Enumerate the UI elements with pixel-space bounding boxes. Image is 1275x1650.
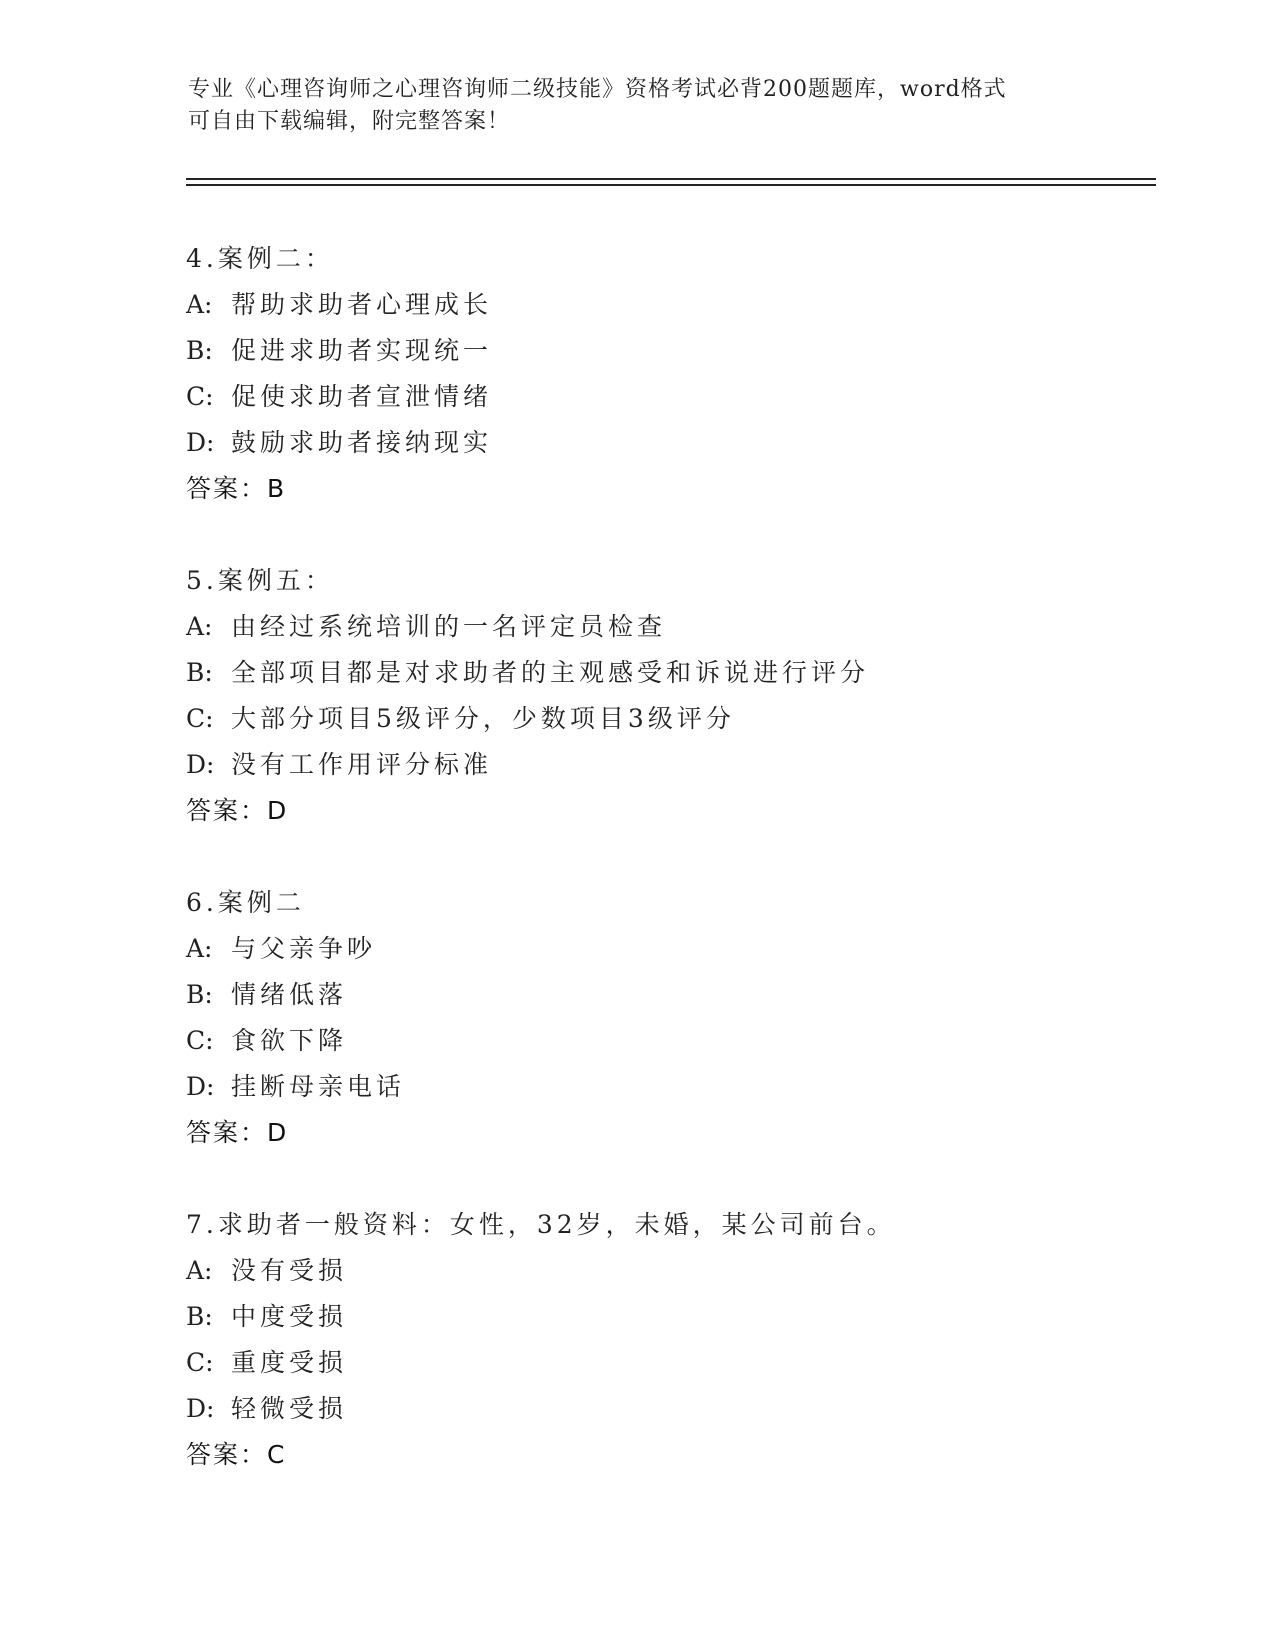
question-list xyxy=(186,236,1166,1524)
header-divider-top xyxy=(186,178,1156,180)
option-text: 全部项目都是对求助者的主观感受和诉说进行评分 xyxy=(231,658,870,687)
option-a xyxy=(186,604,1166,650)
question-title: 5.案例五： xyxy=(186,566,334,595)
option-letter: B: xyxy=(186,1302,213,1331)
option-letter: D: xyxy=(186,428,215,457)
option-d xyxy=(186,1386,1166,1432)
option-text: 大部分项目5级评分，少数项目3级评分 xyxy=(231,704,735,733)
option-text: 促使求助者宣泄情绪 xyxy=(231,382,493,411)
option-a xyxy=(186,282,1166,328)
header-divider-bottom xyxy=(186,184,1156,186)
question-item xyxy=(186,236,1166,512)
option-text: 中度受损 xyxy=(231,1302,348,1331)
option-letter: A: xyxy=(186,934,213,963)
option-letter: A: xyxy=(186,612,213,641)
option-text: 食欲下降 xyxy=(231,1026,348,1055)
option-letter: B: xyxy=(186,336,213,365)
option-text: 促进求助者实现统一 xyxy=(231,336,493,365)
option-text: 鼓励求助者接纳现实 xyxy=(231,428,493,457)
option-text: 没有工作用评分标准 xyxy=(231,750,493,779)
option-letter: C: xyxy=(186,1348,214,1377)
answer-line: 答案：C xyxy=(186,1440,287,1469)
option-c xyxy=(186,696,1166,742)
option-c xyxy=(186,374,1166,420)
option-text: 情绪低落 xyxy=(231,980,348,1009)
option-a xyxy=(186,1248,1166,1294)
option-text: 重度受损 xyxy=(231,1348,348,1377)
question-title: 7.求助者一般资料：女性，32岁，未婚，某公司前台。 xyxy=(186,1210,896,1239)
option-b xyxy=(186,972,1166,1018)
option-d xyxy=(186,420,1166,466)
question-title: 4.案例二： xyxy=(186,244,334,273)
option-text: 由经过系统培训的一名评定员检查 xyxy=(231,612,667,641)
option-text: 轻微受损 xyxy=(231,1394,348,1423)
document-header xyxy=(188,74,1088,138)
question-item xyxy=(186,880,1166,1156)
option-c xyxy=(186,1018,1166,1064)
option-text: 挂断母亲电话 xyxy=(231,1072,406,1101)
option-d xyxy=(186,742,1166,788)
option-b xyxy=(186,650,1166,696)
option-letter: D: xyxy=(186,750,215,779)
question-item xyxy=(186,1202,1166,1478)
option-a xyxy=(186,926,1166,972)
option-letter: C: xyxy=(186,382,214,411)
question-title: 6.案例二 xyxy=(186,888,305,917)
answer-line: 答案：B xyxy=(186,474,287,503)
option-letter: D: xyxy=(186,1072,215,1101)
option-letter: A: xyxy=(186,1256,213,1285)
answer-line: 答案：D xyxy=(186,796,289,825)
option-letter: B: xyxy=(186,980,213,1009)
option-text: 没有受损 xyxy=(231,1256,348,1285)
option-text: 与父亲争吵 xyxy=(231,934,377,963)
answer-line: 答案：D xyxy=(186,1118,289,1147)
option-letter: D: xyxy=(186,1394,215,1423)
option-c xyxy=(186,1340,1166,1386)
header-title-line-1: 专业《心理咨询师之心理咨询师二级技能》资格考试必背200题题库，word格式 xyxy=(188,77,1007,102)
question-item xyxy=(186,558,1166,834)
option-b xyxy=(186,1294,1166,1340)
header-title-line-2: 可自由下载编辑，附完整答案！ xyxy=(188,109,511,134)
option-letter: B: xyxy=(186,658,213,687)
option-b xyxy=(186,328,1166,374)
option-letter: C: xyxy=(186,1026,214,1055)
option-letter: C: xyxy=(186,704,214,733)
option-text: 帮助求助者心理成长 xyxy=(231,290,493,319)
option-d xyxy=(186,1064,1166,1110)
option-letter: A: xyxy=(186,290,213,319)
